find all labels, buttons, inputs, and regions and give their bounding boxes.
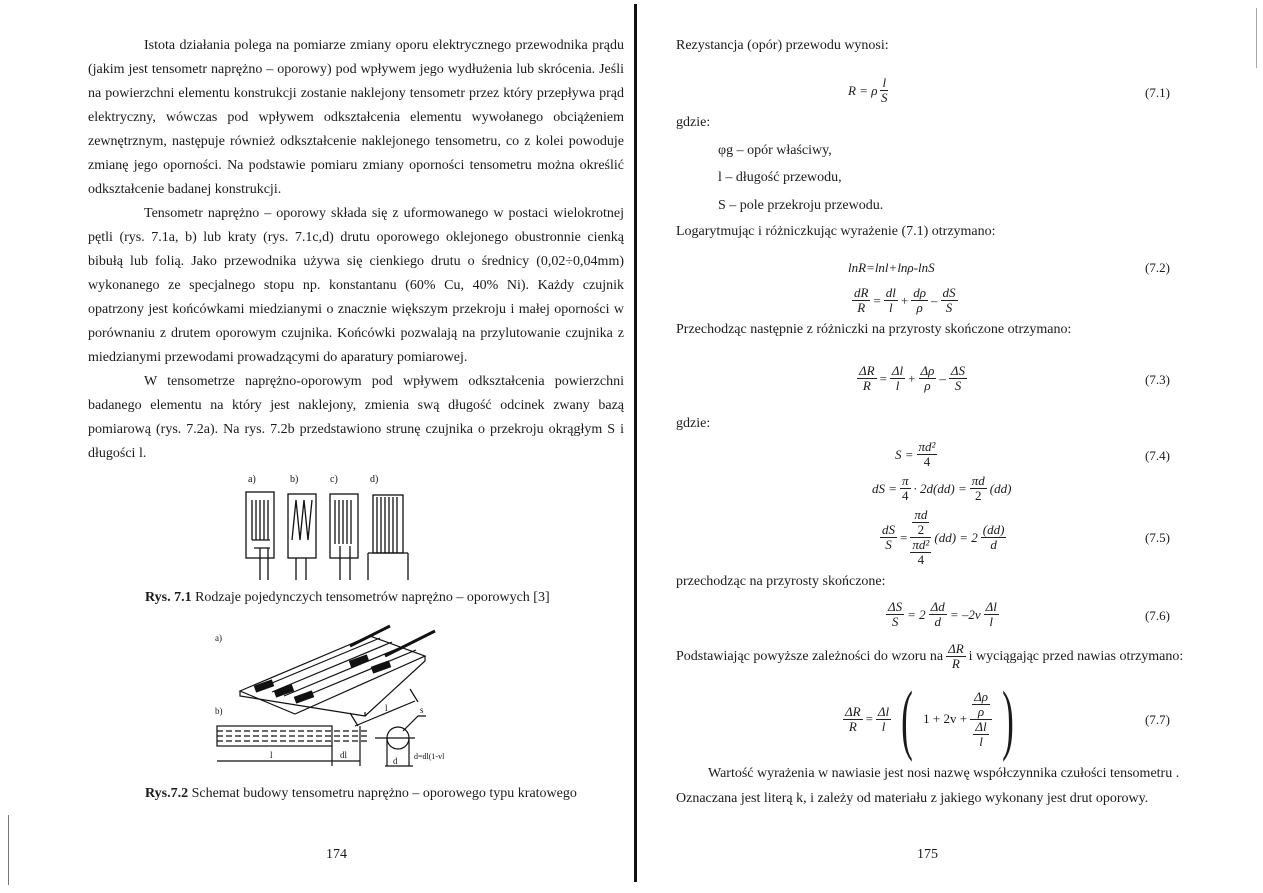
equation-number-7-2: (7.2) bbox=[1145, 260, 1170, 275]
page-number-right: 175 bbox=[917, 847, 938, 862]
fig1-label-c: c) bbox=[330, 474, 338, 485]
denominator: l bbox=[895, 378, 900, 393]
denominator: S bbox=[891, 614, 899, 629]
equation-7-6 bbox=[886, 600, 999, 629]
fig2-dim-formula: d=dl(1-vl bbox=[414, 752, 445, 761]
denominator: ρ bbox=[977, 703, 985, 719]
paragraph-1: Istota działania polega na pomiarze zmiany oporu elektrycznego przewodnika prądu (jakim jest tensometr naprężno – oporowy) pod wpływem jego wydłużenia lub skrócenia. Jeśli na powierzchni elementu konstrukcji zostanie naklejony tensometr przez który przepływa prąd elektryczny, wówczas pod wpływem odkształcenia elementu wywołanego obciążeniem zewnętrznym, następuje również odkształcenie naklejonego tensometru, co z kolei powoduje zmianę jego oporności. Na podstawie pomiaru zmiany oporności tensometru można określić odkształcenie badanej konstrukcji. bbox=[88, 38, 624, 197]
numerator: dρ bbox=[913, 285, 927, 300]
where-label-1: gdzie: bbox=[676, 115, 711, 130]
equation-number-7-3: (7.3) bbox=[1145, 372, 1170, 387]
operator: – bbox=[939, 370, 946, 386]
definition-l: l – długość przewodu, bbox=[718, 170, 842, 185]
fig1-label-a: a) bbox=[248, 474, 256, 485]
fraction bbox=[880, 76, 888, 105]
compound-fraction bbox=[970, 690, 992, 749]
equation-7-3 bbox=[857, 364, 967, 393]
fig1-label-b: b) bbox=[290, 474, 299, 485]
equation-differential bbox=[852, 286, 958, 315]
figure-7-1-caption bbox=[145, 590, 550, 606]
numerator: Δρ bbox=[920, 363, 935, 378]
equation-number-7-7: (7.7) bbox=[1145, 712, 1170, 727]
equation-7-5 bbox=[880, 508, 1006, 567]
numerator: ΔR bbox=[948, 641, 964, 656]
left-page-text bbox=[88, 34, 624, 466]
conclusion-line-1: Wartość wyrażenia w nawiasie jest nosi nazwę współczynnika czułości tensometru . bbox=[708, 766, 1180, 781]
numerator: Δl bbox=[891, 363, 904, 378]
denominator: R bbox=[862, 378, 871, 393]
denominator: 2 bbox=[974, 488, 982, 503]
definition-s: S – pole przekroju przewodu. bbox=[718, 198, 884, 213]
caption-label: Rys. 7.1 bbox=[145, 590, 192, 605]
scan-edge-left bbox=[8, 815, 9, 885]
equation-7-4 bbox=[895, 440, 937, 469]
equation-7-1 bbox=[848, 76, 888, 105]
fig2-dim-s: s bbox=[420, 705, 424, 715]
denominator: d bbox=[990, 537, 997, 552]
numerator: ΔR bbox=[859, 363, 875, 378]
where-label-2: gdzie: bbox=[676, 416, 711, 431]
numerator: dR bbox=[854, 285, 869, 300]
equation-ds bbox=[872, 474, 1011, 503]
eq-lhs: dS = bbox=[872, 480, 898, 496]
eq-rhs: (dd) bbox=[989, 480, 1012, 496]
fig2-label-a: a) bbox=[215, 633, 222, 643]
numerator: Δd bbox=[930, 599, 945, 614]
operator: + bbox=[908, 370, 916, 386]
denominator: S bbox=[945, 300, 953, 315]
substitution-text bbox=[676, 642, 1183, 671]
denominator: S bbox=[885, 537, 892, 552]
eq-middle: · 2d(dd) = bbox=[913, 480, 967, 496]
intro-text: Rezystancja (opór) przewodu wynosi: bbox=[676, 38, 889, 53]
denominator: S bbox=[954, 378, 962, 393]
left-paren: ( bbox=[901, 675, 914, 762]
denominator: ρ bbox=[924, 378, 931, 393]
numerator: ΔR bbox=[845, 703, 861, 719]
numerator: l bbox=[882, 75, 887, 90]
numerator: dS bbox=[882, 522, 895, 537]
numerator: ΔS bbox=[888, 599, 903, 614]
fig2-label-b: b) bbox=[215, 706, 223, 716]
fig2-dim-l-top: l bbox=[385, 703, 388, 713]
numerator: Δl bbox=[985, 599, 997, 614]
fig1-label-d: d) bbox=[370, 474, 379, 485]
equation-number-7-4: (7.4) bbox=[1145, 448, 1170, 463]
right-paren: ) bbox=[1002, 675, 1014, 762]
equation-number-7-5: (7.5) bbox=[1145, 530, 1170, 545]
conclusion-line-2: Oznaczana jest literą k, i zależy od materiału z jakiego wykonany jest drut oporowy. bbox=[676, 791, 1149, 806]
operator: = bbox=[873, 292, 881, 308]
eq-lhs: R = ρ bbox=[848, 82, 878, 98]
caption-label: Rys.7.2 bbox=[145, 786, 189, 801]
numerator: πd² bbox=[912, 537, 930, 552]
book-spine-divider bbox=[634, 4, 637, 882]
operator: + bbox=[900, 292, 909, 308]
definition-rho: φg – opór właściwy, bbox=[718, 143, 832, 158]
page-number-left: 174 bbox=[326, 847, 347, 862]
denominator: d bbox=[934, 614, 941, 629]
denominator: 2 bbox=[917, 522, 925, 537]
equation-7-7 bbox=[843, 675, 1021, 762]
denominator: S bbox=[881, 90, 888, 105]
equation-number-7-6: (7.6) bbox=[1145, 608, 1170, 623]
numerator: πd² bbox=[918, 439, 936, 454]
eq-middle: = 2 bbox=[907, 606, 926, 622]
caption-text: Rodzaje pojedynczych tensometrów naprężno – oporowych [3] bbox=[191, 590, 550, 605]
operator: = bbox=[900, 529, 908, 545]
numerator: Δl bbox=[975, 718, 987, 734]
denominator: 4 bbox=[917, 552, 925, 567]
operator: – bbox=[931, 292, 938, 308]
fig2-dim-d: d bbox=[393, 756, 398, 766]
eq-middle: 1 + 2v + bbox=[923, 711, 968, 726]
numerator: (dd) bbox=[982, 522, 1005, 537]
paragraph-2: Tensometr naprężno – oporowy składa się z uformowanego w postaci wielokrotnej pętli (rys. 7.1a, b) lub kraty (rys. 7.1c,d) drutu oporowego oklejonego obustronnie cienką bibułą lub folią. Jako przewodnika używa się cienkiego drutu o średnicy (0,02÷0,04mm) wykonanego ze specjalnego stopu np. konstantanu (60% Cu, 40% Ni). Każdy czujnik opatrzony jest końcówkami miedzianymi o znacznie większym przekroju i małej oporności w porównaniu z drutem oporowym czujnika. Końcówki pozwalają na przylutowanie czujnika z miedzianymi przewodami prowadzącymi do aparatury pomiarowej. bbox=[88, 206, 624, 365]
figure-7-2-caption bbox=[145, 786, 577, 802]
denominator: l bbox=[979, 733, 983, 749]
denominator: l bbox=[889, 300, 893, 315]
numerator: πd bbox=[971, 473, 985, 488]
numerator: ΔS bbox=[950, 363, 966, 378]
denominator: R bbox=[857, 300, 866, 315]
operator: = bbox=[879, 370, 887, 386]
equation-number-7-1: (7.1) bbox=[1145, 85, 1170, 100]
compound-fraction bbox=[910, 508, 931, 567]
operator: = bbox=[865, 711, 873, 726]
finite2-text: przechodząc na przyrosty skończone: bbox=[676, 574, 886, 589]
denominator: 4 bbox=[902, 488, 909, 503]
paragraph-3: W tensometrze naprężno-oporowym pod wpływem odkształcenia powierzchni badanego elementu na który jest naklejony, zmienia swą długość odcinek zwany bazą pomiarową (rys. 7.2a). Na rys. 7.2b przedstawiono strunę czujnika o przekroju okrągłym S i długości l. bbox=[88, 374, 624, 461]
numerator: Δρ bbox=[974, 688, 988, 704]
fig2-dim-l: l bbox=[270, 750, 273, 760]
denominator: ρ bbox=[916, 300, 923, 315]
log-text: Logarytmując i różniczkując wyrażenie (7.1) otrzymano: bbox=[676, 224, 996, 239]
denominator: R bbox=[848, 718, 857, 734]
text-part: i wyciągając przed nawias otrzymano: bbox=[968, 648, 1184, 664]
scan-edge-right bbox=[1256, 8, 1257, 68]
denominator: l bbox=[881, 718, 886, 734]
eq-lhs: S = bbox=[895, 446, 914, 462]
figure-7-1-strain-gauges bbox=[230, 470, 430, 585]
text-part: Podstawiając powyższe zależności do wzoru na bbox=[676, 648, 944, 664]
numerator: dl bbox=[885, 285, 896, 300]
denominator: 4 bbox=[923, 454, 931, 469]
caption-text: Schemat budowy tensometru naprężno – oporowego typu kratowego bbox=[188, 786, 577, 801]
eq-middle: = –2v bbox=[949, 606, 981, 622]
numerator: π bbox=[902, 473, 909, 488]
numerator: dS bbox=[942, 285, 956, 300]
figure-7-2-gauge-schematic bbox=[200, 616, 530, 776]
numerator: πd bbox=[914, 507, 928, 522]
denominator: R bbox=[951, 656, 960, 671]
equation-7-2: lnR=lnl+lnρ-lnS bbox=[848, 260, 935, 275]
finite-text: Przechodząc następnie z różniczki na przyrosty skończone otrzymano: bbox=[676, 322, 1072, 337]
eq-middle: (dd) = 2 bbox=[934, 529, 978, 545]
fig2-dim-dl: dl bbox=[340, 750, 348, 760]
denominator: l bbox=[989, 614, 994, 629]
numerator: Δl bbox=[877, 703, 890, 719]
